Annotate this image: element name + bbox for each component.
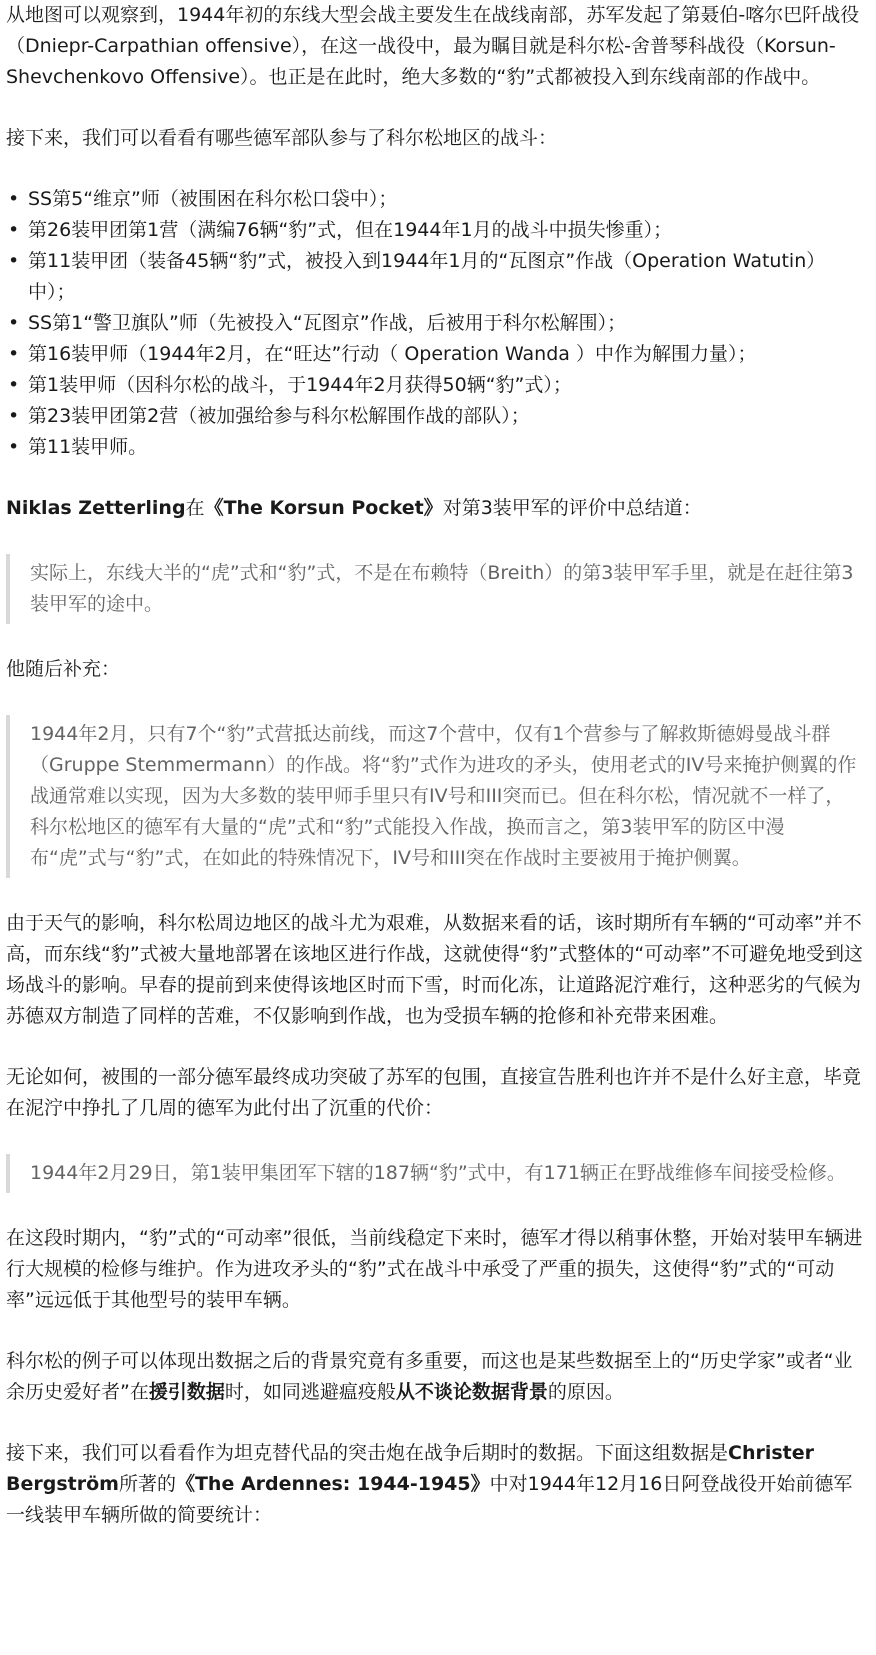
- list-item: • 第11装甲师。: [28, 432, 868, 463]
- book-title: 《The Korsun Pocket》: [204, 497, 443, 519]
- author-name: Christer Bergström: [6, 1442, 815, 1495]
- text-rest: 对第3装甲军的评价中总结道：: [442, 497, 702, 519]
- text-in: 在: [185, 497, 205, 519]
- text-segment: 所著的: [118, 1473, 176, 1495]
- list-item: • SS第1“警卫旗队”师（先被投入“瓦图京”作战，后被用于科尔松解围）；: [28, 308, 868, 339]
- paragraph-period: 在这段时期内，“豹”式的“可动率”很低，当前线稳定下来时，德军才得以稍事休整，开始对装甲车辆进行大规模的检修与维护。作为进攻矛头的“豹”式在战斗中承受了严重的损失，这使得“豹”式的“可动率”远远低于其他型号的装甲车辆。: [6, 1227, 863, 1311]
- bold-cite-data: 援引数据: [148, 1381, 225, 1403]
- paragraph-breakout: 无论如何，被围的一部分德军最终成功突破了苏军的包围，直接宣告胜利也许并不是什么好主意，毕竟在泥泞中挣扎了几周的德军为此付出了沉重的代价：: [6, 1066, 862, 1119]
- book-title: 《The Ardennes: 1944-1945》: [175, 1473, 490, 1495]
- text-segment: 中对1944年12月16日阿登战役开始前德军一线装甲车辆所做的简要统计：: [6, 1473, 853, 1526]
- list-item: • 第23装甲团第2营（被加强给参与科尔松解围作战的部队）；: [28, 401, 868, 432]
- paragraph-units-lead: 接下来，我们可以看看有哪些德军部队参与了科尔松地区的战斗：: [6, 127, 558, 149]
- list-item: • 第16装甲师（1944年2月，在“旺达”行动（ Operation Wanda ）中作为解围力量）；: [28, 339, 868, 370]
- paragraph-weather: 由于天气的影响，科尔松周边地区的战斗尤为艰难，从数据来看的话，该时期所有车辆的“可动率”并不高，而东线“豹”式被大量地部署在该地区进行作战，这就使得“豹”式整体的“可动率”不可避免地受到这场战斗的影响。早春的提前到来使得该地区时而下雪，时而化冻，让道路泥泞难行，这种恶劣的气候为苏德双方制造了同样的苦难，不仅影响到作战，也为受损车辆的抢修和补充带来困难。: [6, 912, 864, 1027]
- paragraph-zetterling: [6, 493, 868, 524]
- paragraph-korsun-example: [6, 1346, 868, 1408]
- paragraph-next: [6, 1438, 868, 1531]
- text-segment: 接下来，我们可以看看作为坦克替代品的突击炮在战争后期时的数据。下面这组数据是: [6, 1442, 729, 1464]
- blockquote-repairs: 1944年2月29日，第1装甲集团军下辖的187辆“豹”式中，有171辆正在野战维修车间接受检修。: [6, 1154, 868, 1193]
- text-segment: 的原因。: [547, 1381, 624, 1403]
- list-item: • 第1装甲师（因科尔松的战斗，于1944年2月获得50辆“豹”式）；: [28, 370, 868, 401]
- unit-list: [6, 184, 868, 463]
- paragraph-added: 他随后补充：: [6, 658, 121, 680]
- list-item: • 第11装甲团（装备45辆“豹”式，被投入到1944年1月的“瓦图京”作战（Operation Watutin）中）；: [28, 246, 868, 308]
- text-segment: 时，如同逃避瘟疫般: [224, 1381, 396, 1403]
- blockquote-stemmermann: 1944年2月，只有7个“豹”式营抵达前线，而这7个营中，仅有1个营参与了解救斯德姆曼战斗群（Gruppe Stemmermann）的作战。将“豹”式作为进攻的矛头，使用老式的IV号来掩护侧翼的作战通常难以实现，因为大多数的装甲师手里只有IV号和III突而已。但在科尔松，情况就不一样了，科尔松地区的德军有大量的“虎”式和“豹”式能投入作战，换而言之，第3装甲军的防区中漫布“虎”式与“豹”式，在如此的特殊情况下，IV号和III突在作战时主要被用于掩护侧翼。: [6, 715, 868, 878]
- list-item: • SS第5“维京”师（被围困在科尔松口袋中）；: [28, 184, 868, 215]
- paragraph-intro: 从地图可以观察到，1944年初的东线大型会战主要发生在战线南部，苏军发起了第聂伯-喀尔巴阡战役（Dniepr-Carpathian offensive），在这一战役中，最为瞩目就是科尔松-舍普琴科战役（Korsun-Shevchenkovo Offensive）。也正是在此时，绝大多数的“豹”式都被投入到东线南部的作战中。: [6, 4, 860, 88]
- author-name: Niklas Zetterling: [6, 497, 186, 519]
- list-item: • 第26装甲团第1营（满编76辆“豹”式，但在1944年1月的战斗中损失惨重）；: [28, 215, 868, 246]
- bold-no-context: 从不谈论数据背景: [395, 1381, 548, 1403]
- text-segment: 科尔松的例子可以体现出数据之后的背景究竟有多重要，而这也是某些数据至上的“历史学家”或者“业余历史爱好者”在: [6, 1350, 853, 1403]
- blockquote-breith: 实际上，东线大半的“虎”式和“豹”式，不是在布赖特（Breith）的第3装甲军手里，就是在赶往第3装甲军的途中。: [6, 554, 868, 624]
